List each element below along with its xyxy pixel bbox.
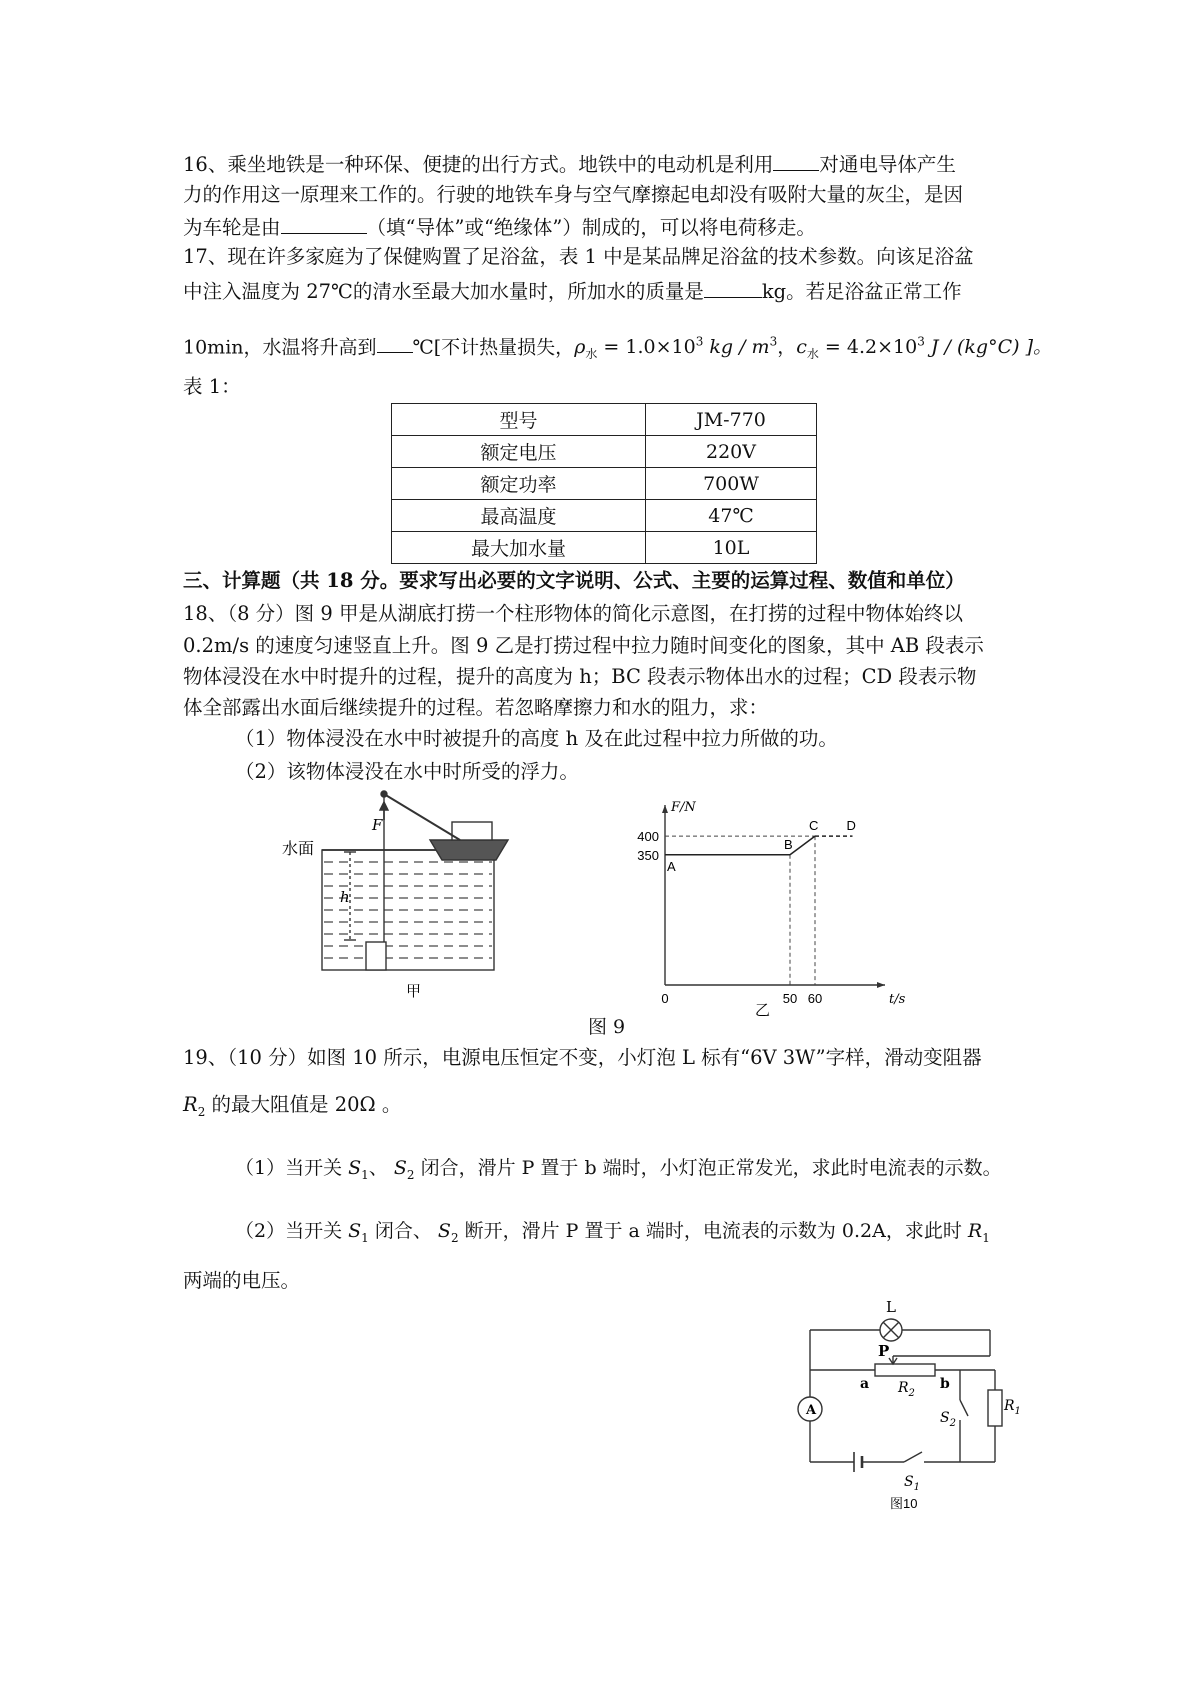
ammeter-label: A — [806, 1403, 817, 1418]
y-axis-label: F/N — [671, 800, 696, 815]
spec-param-value: 10L — [646, 532, 817, 564]
boat-hull — [430, 840, 508, 860]
figure-yi-label: 乙 — [755, 1002, 771, 1019]
slider-label: P — [878, 1342, 890, 1360]
point-label-D: D — [846, 818, 856, 834]
end-a-label: a — [860, 1376, 870, 1392]
q16-text: 对通电导体产生 — [819, 153, 956, 176]
answer-blank — [377, 330, 413, 353]
section-heading: 三、计算题（共 18 分。要求写出必要的文字说明、公式、主要的运算过程、数值和单位） — [183, 569, 965, 592]
point-label-C: C — [809, 818, 819, 834]
x-tick-label: 0 — [661, 991, 669, 1006]
answer-blank — [281, 211, 367, 234]
figure-10-caption: 图10 — [890, 1496, 918, 1511]
q18-line4: 体全部露出水面后继续提升的过程。若忽略摩擦力和水的阻力，求： — [183, 696, 769, 719]
spec-table-row — [392, 404, 817, 436]
spec-param-value: 47℃ — [646, 500, 817, 532]
answer-blank — [704, 275, 762, 298]
spec-param-name: 最大加水量 — [392, 532, 646, 564]
x-tick-label: 60 — [807, 991, 823, 1006]
x-axis-arrow — [877, 982, 885, 988]
q17-line3 — [183, 327, 1052, 369]
figure-9-force-time-chart — [625, 790, 906, 1019]
q17-text: kg。若足浴盆正常工作 — [761, 280, 962, 303]
spec-table — [391, 403, 817, 564]
force-arrow — [380, 802, 388, 810]
q17-line1: 17、现在许多家庭为了保健购置了足浴盆，表 1 中是某品牌足浴盆的技术参数。向该足浴盆 — [183, 245, 974, 268]
cylinder-object — [366, 942, 386, 970]
spec-param-value: JM-770 — [646, 404, 817, 436]
figure-10-circuit — [800, 1292, 1020, 1512]
pulley — [381, 791, 387, 797]
rheostat-r2 — [875, 1364, 935, 1376]
y-tick-label: 400 — [637, 829, 659, 845]
spec-param-name: 型号 — [392, 404, 646, 436]
switch-s2 — [960, 1400, 968, 1416]
s2-label: $S_2$ — [940, 1410, 956, 1429]
series-segment — [790, 836, 815, 855]
q19-line2: $R_2$ 的最大阻值是 20Ω 。 — [183, 1093, 402, 1119]
q18-line2: 0.2m/s 的速度匀速竖直上升。图 9 乙是打捞过程中拉力随时间变化的图象，其中 AB 段表示 — [183, 634, 984, 657]
q17-text: 中注入温度为 27℃的清水至最大加水量时，所加水的质量是 — [183, 280, 704, 303]
switch-s1 — [904, 1452, 922, 1462]
q17-text: ℃[不计热量损失， — [412, 336, 575, 359]
figure-jia-label: 甲 — [406, 983, 422, 1000]
q18-line1: 18、（8 分）图 9 甲是从湖底打捞一个柱形物体的简化示意图，在打捞的过程中物体始终以 — [183, 602, 963, 625]
figure-9-salvage-diagram — [282, 790, 530, 1005]
x-axis-label: t/s — [889, 992, 906, 1007]
spec-param-name: 额定功率 — [392, 468, 646, 500]
crane-arm — [384, 794, 460, 840]
s1-label: $S_1$ — [904, 1474, 920, 1493]
x-tick-label: 50 — [782, 991, 798, 1006]
water-surface-label: 水面 — [282, 841, 315, 858]
q18-part1: （1）物体浸没在水中时被提升的高度 h 及在此过程中拉力所做的功。 — [235, 727, 838, 750]
spec-table-row — [392, 532, 817, 564]
spec-table-row — [392, 500, 817, 532]
q16-text: 为车轮是由 — [183, 216, 281, 239]
q16-text: 16、乘坐地铁是一种环保、便捷的出行方式。地铁中的电动机是利用 — [183, 153, 774, 176]
point-label-B: B — [784, 836, 793, 852]
boat-cabin — [452, 822, 492, 840]
spec-param-name: 最高温度 — [392, 500, 646, 532]
y-axis-arrow — [662, 805, 668, 813]
r2-label: $R_2$ — [898, 1380, 915, 1399]
q16-text: （填“导体”或“绝缘体”）制成的，可以将电荷移走。 — [366, 216, 816, 239]
q17-line2 — [183, 275, 1028, 307]
q16-line2: 力的作用这一原理来工作的。行驶的地铁车身与空气摩擦起电却没有吸附大量的灰尘，是因 — [183, 183, 964, 206]
q19-part2: （2）当开关 $S_1$ 闭合、 $S_2$ 断开，滑片 P 置于 a 端时，电流表的示数为 0.2A，求此时 $R_1$ — [235, 1220, 990, 1245]
q16-line3 — [183, 211, 1028, 243]
height-label: h — [340, 888, 350, 906]
r1-label: $R_1$ — [1004, 1398, 1021, 1417]
q18-part2: （2）该物体浸没在水中时所受的浮力。 — [235, 760, 579, 783]
water-hatch — [324, 862, 492, 958]
spec-param-name: 额定电压 — [392, 436, 646, 468]
spec-table-row — [392, 468, 817, 500]
q19-line1: 19、（10 分）如图 10 所示，电源电压恒定不变，小灯泡 L 标有“6V 3W”字样，滑动变阻器 — [183, 1046, 982, 1069]
point-label-A: A — [667, 858, 676, 874]
q18-line3: 物体浸没在水中时提升的过程，提升的高度为 h；BC 段表示物体出水的过程；CD 段表示物 — [183, 665, 977, 688]
spec-param-value: 220V — [646, 436, 817, 468]
spec-table-row — [392, 436, 817, 468]
table-label: 表 1： — [183, 375, 241, 398]
density-formula: $\rho_水 = 1.0\times 10^3$ kg / $m^3$，$c_水 = 4.2\times 10^3$ J / (kg°C) ]。 — [574, 335, 1052, 362]
answer-blank — [773, 148, 819, 171]
q19-line3: 两端的电压。 — [183, 1269, 301, 1292]
end-b-label: b — [940, 1376, 950, 1392]
resistor-r1 — [988, 1390, 1002, 1426]
spec-param-value: 700W — [646, 468, 817, 500]
force-label: F — [372, 816, 383, 834]
q17-text: 10min，水温将升高到 — [183, 336, 377, 359]
figure-9-caption: 图 9 — [588, 1016, 626, 1038]
lamp-label: L — [886, 1298, 896, 1316]
y-tick-label: 350 — [637, 847, 659, 863]
q16-line1 — [183, 148, 1028, 180]
q19-part1: （1）当开关 $S_1$、 $S_2$ 闭合，滑片 P 置于 b 端时，小灯泡正常发光，求此时电流表的示数。 — [235, 1157, 1002, 1182]
